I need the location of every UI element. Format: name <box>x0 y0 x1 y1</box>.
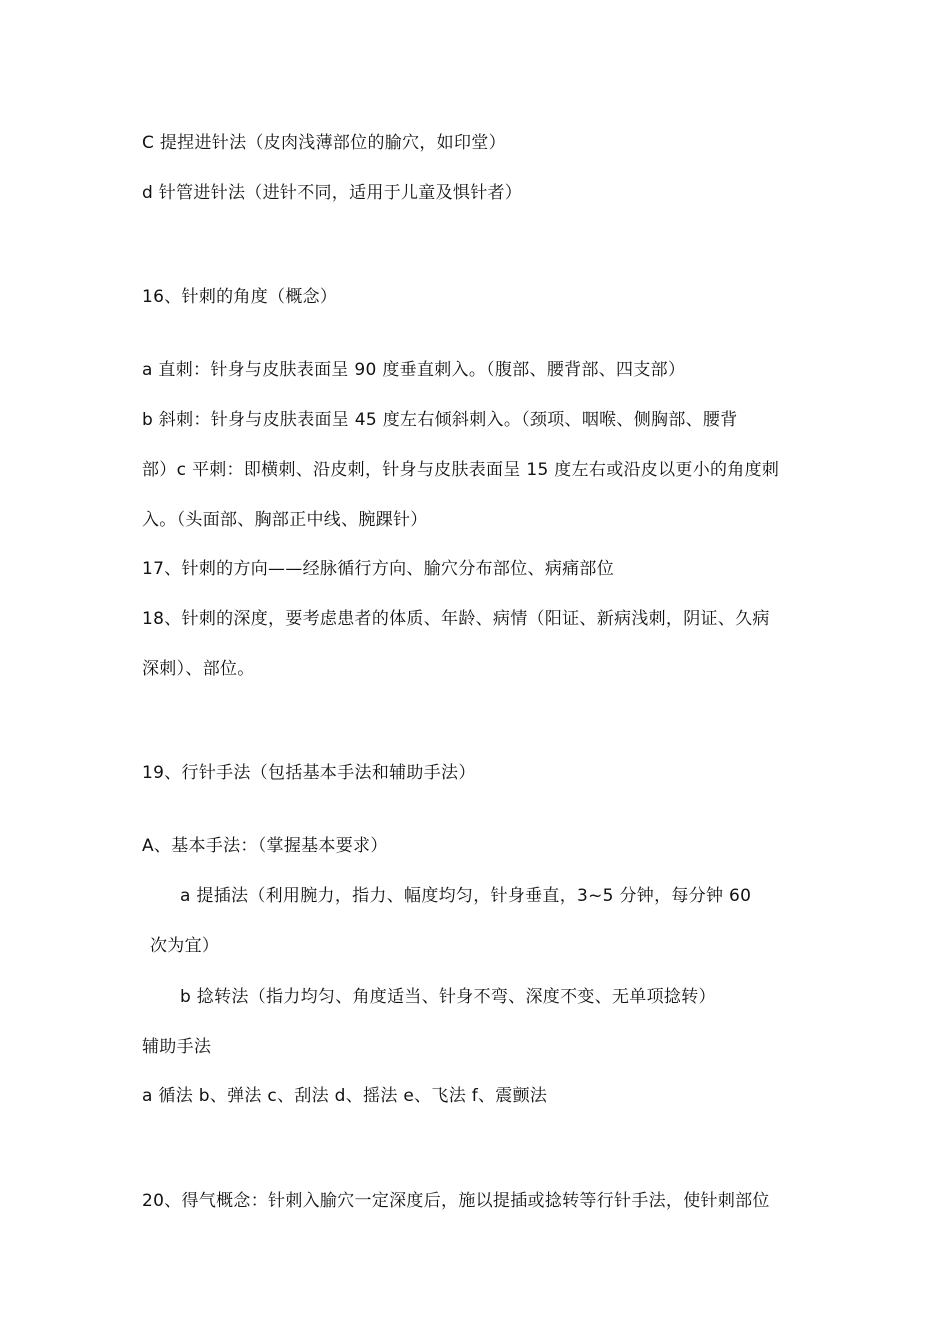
text-line-c-lift-pinch: C 提捏进针法（皮肉浅薄部位的腧穴，如印堂） <box>142 133 506 153</box>
text-line-c-horizontal-cont: 入。（头面部、胸部正中线、腕踝针） <box>142 510 428 530</box>
heading-19-manipulation: 19、行针手法（包括基本手法和辅助手法） <box>142 763 476 783</box>
heading-18-needling-depth: 18、针刺的深度，要考虑患者的体质、年龄、病情（阳证、新病浅刺，阴证、久病 <box>142 609 770 629</box>
heading-17-needling-direction: 17、针刺的方向——经脉循行方向、腧穴分布部位、病痛部位 <box>142 559 615 579</box>
heading-20-deqi: 20、得气概念：针刺入腧穴一定深度后，施以提插或捻转等行针手法，使针刺部位 <box>142 1191 770 1211</box>
text-line-a-lifting-thrusting-cont: 次为宜） <box>150 936 220 956</box>
text-line-b-twirling: b 捻转法（指力均匀、角度适当、针身不弯、深度不变、无单项捻转） <box>180 987 716 1007</box>
text-line-d-tube-insertion: d 针管进针法（进针不同，适用于儿童及惧针者） <box>142 183 523 203</box>
text-line-a-lifting-thrusting: a 提插法（利用腕力，指力、幅度均匀，针身垂直，3~5 分钟，每分钟 60 <box>180 886 752 906</box>
text-line-18-cont: 深刺）、部位。 <box>142 659 255 679</box>
text-line-b-oblique: b 斜刺：针身与皮肤表面呈 45 度左右倾斜刺入。（颈项、咽喉、侧胸部、腰背 <box>142 410 738 430</box>
heading-16-needling-angle: 16、针刺的角度（概念） <box>142 287 338 307</box>
text-line-basic-methods: A、基本手法：（掌握基本要求） <box>142 836 388 856</box>
text-line-c-horizontal: 部）c 平刺：即横刺、沿皮刺，针身与皮肤表面呈 15 度左右或沿皮以更小的角度刺 <box>142 460 780 480</box>
text-line-auxiliary-list: a 循法 b、弹法 c、刮法 d、摇法 e、飞法 f、震颤法 <box>142 1086 548 1106</box>
text-line-a-perpendicular: a 直刺：针身与皮肤表面呈 90 度垂直刺入。（腹部、腰背部、四支部） <box>142 360 686 380</box>
text-line-auxiliary-methods: 辅助手法 <box>142 1037 212 1057</box>
